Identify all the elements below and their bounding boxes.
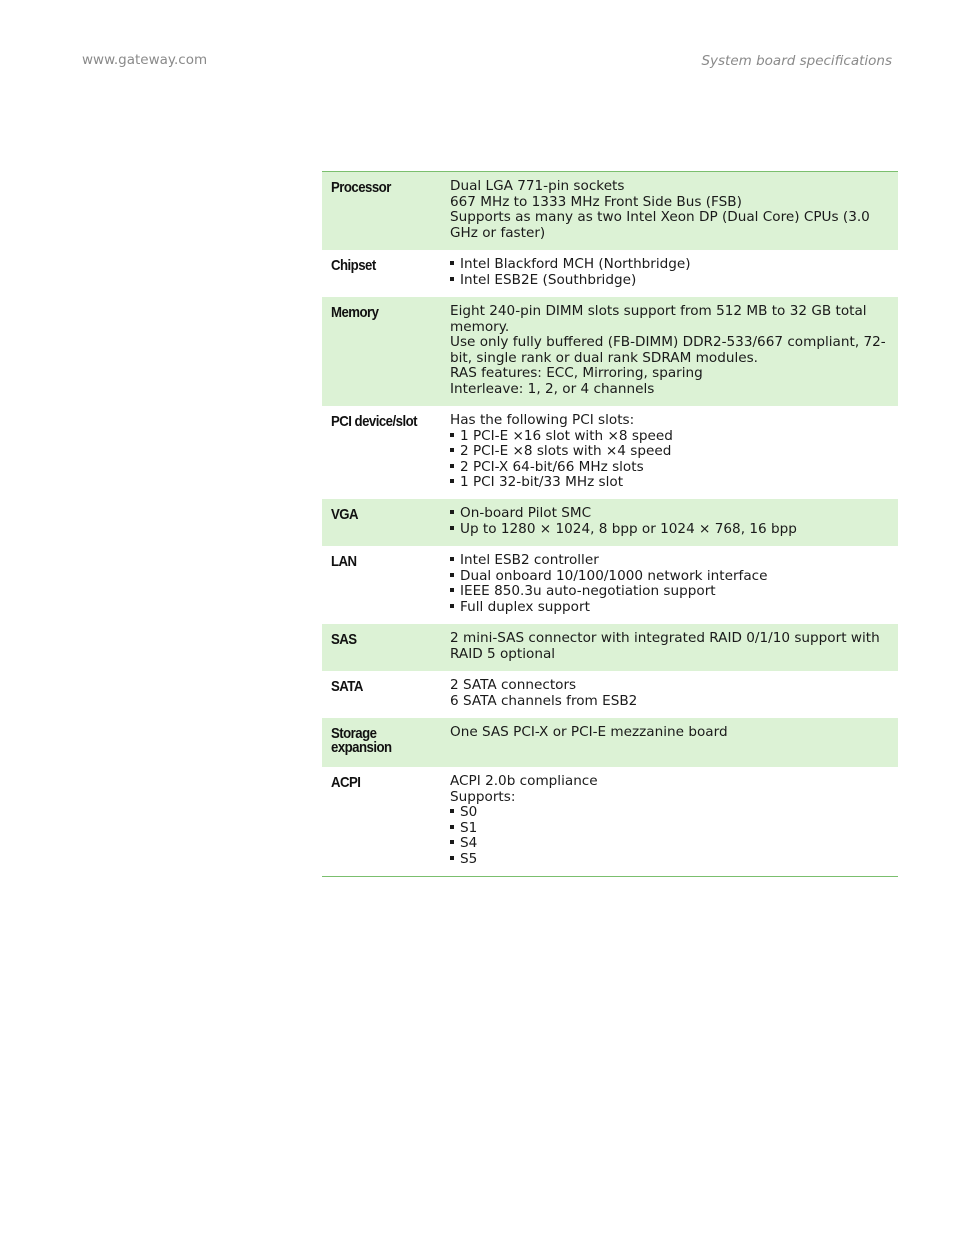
spec-bullet-item: Intel Blackford MCH (Northbridge) [450, 257, 889, 273]
header-website: www.gateway.com [82, 52, 208, 68]
spec-label: ACPI [331, 774, 361, 791]
spec-bullet-item: S4 [450, 836, 889, 852]
spec-text-line: Use only fully buffered (FB-DIMM) DDR2-533/667 compliant, 72-bit, single rank or dual rank SDRAM modules. [450, 334, 886, 366]
spec-text-line: 2 SATA connectors [450, 677, 577, 693]
spec-text-line: Supports: [450, 788, 516, 805]
spec-row [322, 297, 898, 406]
spec-label: LAN [331, 553, 357, 570]
spec-value [450, 506, 889, 539]
spec-text-line: Supports as many as two Intel Xeon DP (Dual Core) CPUs (3.0 GHz or faster) [450, 209, 870, 241]
spec-text-line: 6 SATA channels from ESB2 [450, 692, 638, 709]
spec-row [322, 172, 898, 250]
spec-row [322, 767, 898, 876]
spec-bullet-item: Up to 1280 × 1024, 8 bpp or 1024 × 768, 16 bpp [450, 522, 889, 538]
spec-value [450, 553, 889, 617]
spec-value [450, 257, 889, 290]
spec-bullet-item: Full duplex support [450, 600, 889, 616]
spec-table [322, 171, 898, 877]
spec-bullet-item: S1 [450, 821, 889, 837]
spec-label: PCI device/slot [331, 413, 417, 430]
spec-value [450, 179, 889, 243]
spec-bullet-item: 1 PCI 32-bit/33 MHz slot [450, 475, 889, 491]
spec-value [450, 631, 889, 664]
spec-label: Processor [331, 179, 391, 196]
header-section-title: System board specifications [701, 53, 892, 69]
spec-row [322, 718, 898, 767]
spec-bullet-item: S0 [450, 805, 889, 821]
spec-value [450, 678, 889, 711]
spec-text-line: Eight 240-pin DIMM slots support from 512 MB to 32 GB total memory. [450, 303, 867, 335]
spec-text-line: Interleave: 1, 2, or 4 channels [450, 380, 655, 397]
spec-label: Memory [331, 304, 379, 321]
spec-bullet-item: 1 PCI-E ×16 slot with ×8 speed [450, 429, 889, 445]
spec-value [450, 725, 889, 760]
spec-bullet-item: S5 [450, 852, 889, 868]
spec-bullet-item: IEEE 850.3u auto-negotiation support [450, 584, 889, 600]
spec-label: Chipset [331, 257, 376, 274]
spec-bullet-item: On-board Pilot SMC [450, 506, 889, 522]
spec-bullet-item: 2 PCI-X 64-bit/66 MHz slots [450, 460, 889, 476]
spec-bullet-item: Intel ESB2E (Southbridge) [450, 273, 889, 289]
spec-value [450, 413, 889, 492]
spec-row [322, 250, 898, 297]
spec-row [322, 624, 898, 671]
spec-label: SAS [331, 631, 357, 648]
spec-label: Storage expansion [331, 725, 392, 756]
spec-bullet-item: 2 PCI-E ×8 slots with ×4 speed [450, 444, 889, 460]
spec-row [322, 671, 898, 718]
spec-label: SATA [331, 678, 363, 695]
spec-row [322, 499, 898, 546]
spec-text-line: 667 MHz to 1333 MHz Front Side Bus (FSB) [450, 193, 742, 210]
spec-text-line: ACPI 2.0b compliance [450, 773, 598, 789]
spec-value [450, 304, 889, 399]
spec-label: VGA [331, 506, 359, 523]
spec-bullet-item: Dual onboard 10/100/1000 network interface [450, 569, 889, 585]
spec-text-line: Has the following PCI slots: [450, 412, 635, 428]
spec-text-line: Dual LGA 771-pin sockets [450, 178, 625, 194]
spec-row [322, 406, 898, 499]
spec-text-line: 2 mini-SAS connector with integrated RAID 0/1/10 support with RAID 5 optional [450, 630, 880, 662]
spec-text-line: One SAS PCI-X or PCI-E mezzanine board [450, 724, 728, 740]
spec-value [450, 774, 889, 869]
spec-bullet-item: Intel ESB2 controller [450, 553, 889, 569]
spec-row [322, 546, 898, 624]
spec-text-line: RAS features: ECC, Mirroring, sparing [450, 365, 703, 382]
